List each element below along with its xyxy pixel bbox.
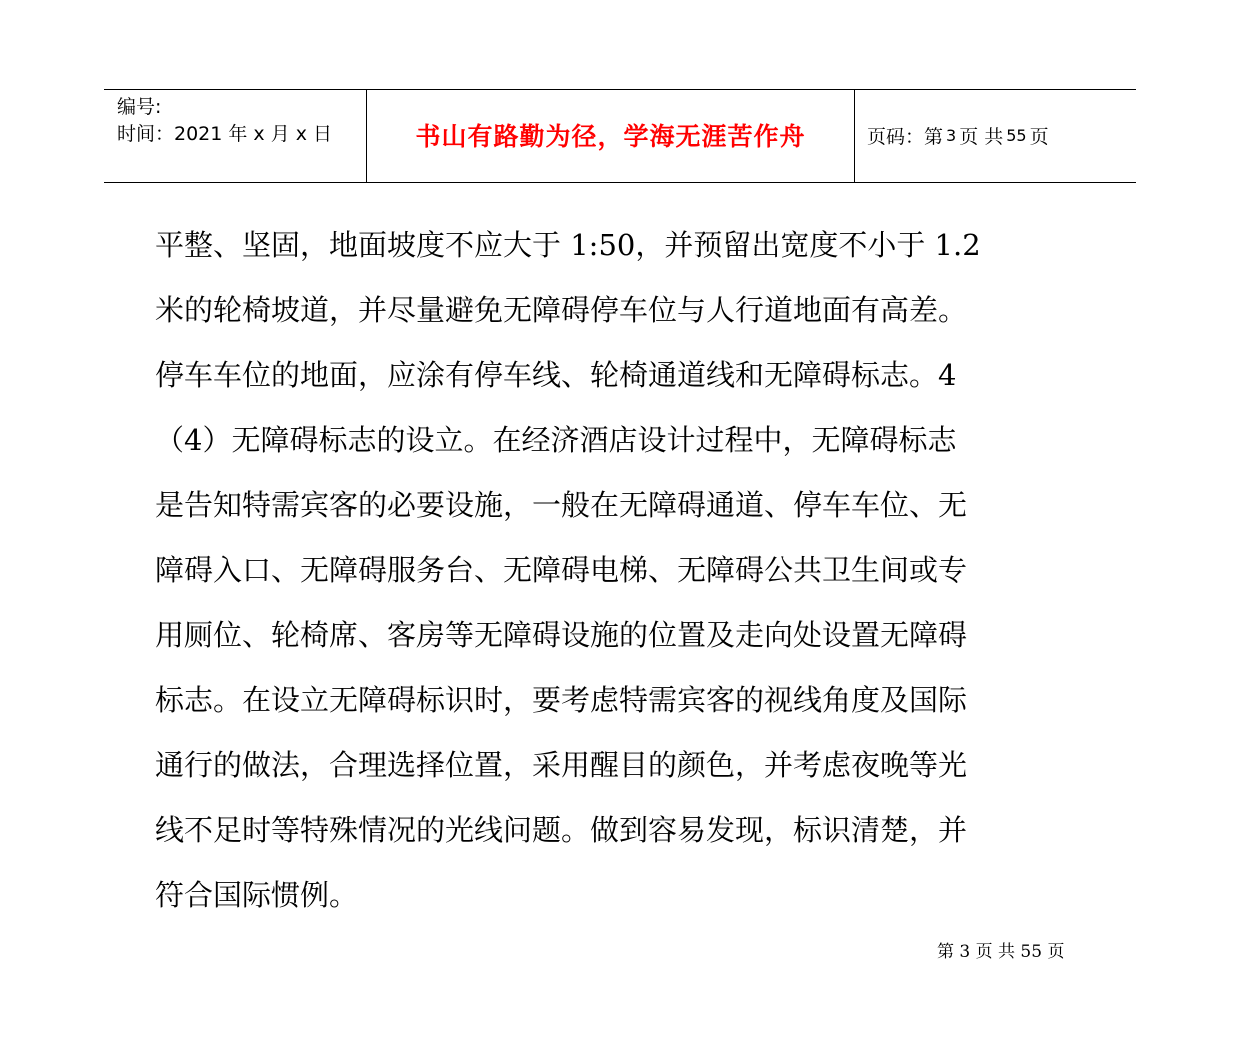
body-line: 符合国际惯例。	[155, 878, 359, 912]
page-code-mid: 页 共	[959, 125, 1004, 148]
page-header	[104, 89, 1136, 183]
page-code-suffix: 页	[1029, 125, 1049, 148]
page-code-prefix: 页码：第	[867, 125, 944, 148]
header-page-code	[855, 90, 1136, 182]
serial-label: 编号:	[117, 96, 162, 118]
page-footer: 第 3 页 共 55 页	[937, 942, 1065, 962]
body-line: 停车车位的地面，应涂有停车线、轮椅通道线和无障碍标志。4	[155, 358, 957, 392]
body-line: （4）无障碍标志的设立。在经济酒店设计过程中，无障碍标志	[155, 423, 957, 457]
page-total: 55	[1006, 125, 1027, 145]
body-line: 用厕位、轮椅席、客房等无障碍设施的位置及走向处设置无障碍	[155, 618, 968, 652]
body-line: 障碍入口、无障碍服务台、无障碍电梯、无障碍公共卫生间或专	[155, 553, 968, 587]
body-line: 标志。在设立无障碍标识时，要考虑特需宾客的视线角度及国际	[155, 683, 968, 717]
body-line: 米的轮椅坡道，并尽量避免无障碍停车位与人行道地面有高差。	[155, 293, 968, 327]
body-line: 平整、坚固，地面坡度不应大于 1:50，并预留出宽度不小于 1.2	[155, 228, 981, 262]
time-label: 时间：2021 年 x 月 x 日	[117, 123, 333, 145]
body-paragraph	[155, 213, 1135, 928]
header-meta	[104, 90, 367, 182]
header-motto: 书山有路勤为径，学海无涯苦作舟	[367, 90, 855, 182]
body-line: 通行的做法，合理选择位置，采用醒目的颜色，并考虑夜晚等光	[155, 748, 968, 782]
body-line: 是告知特需宾客的必要设施，一般在无障碍通道、停车车位、无	[155, 488, 968, 522]
body-line: 线不足时等特殊情况的光线问题。做到容易发现，标识清楚，并	[155, 813, 968, 847]
page-current: 3	[946, 125, 957, 145]
